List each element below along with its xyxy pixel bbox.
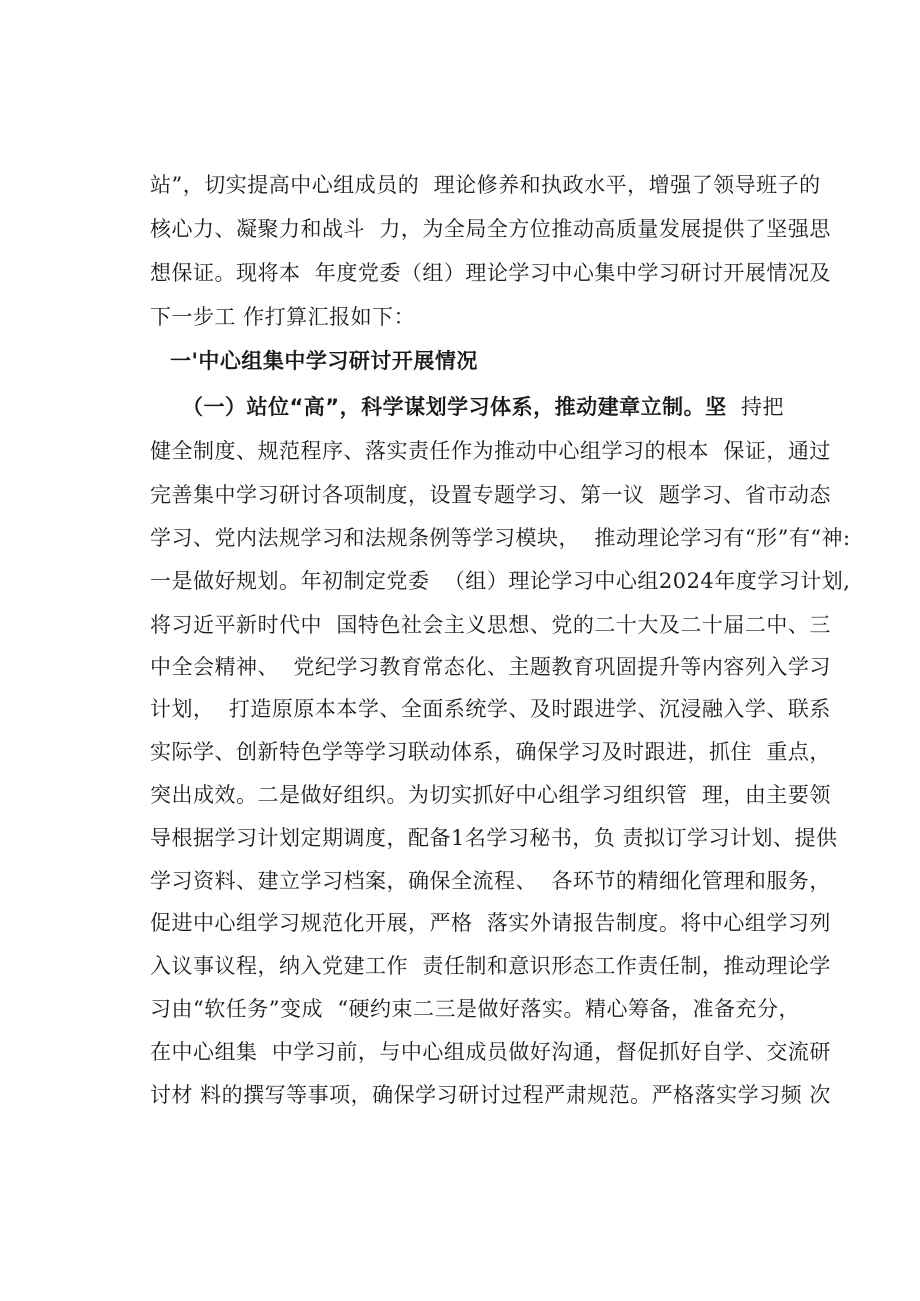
paragraph-line: 核心力、凝聚力和战斗 力，为全局全方位推动高质量发展提供了坚强思 [150, 217, 831, 241]
paragraph-line: 一是做好规划。年初制定党委 （组）理论学习中心组2024年度学习计划, [150, 569, 851, 593]
paragraph-line: 完善集中学习研讨各项制度，设置专题学习、第一议 题学习、省市动态 [150, 483, 831, 507]
paragraph-line: 讨材 料的撰写等事项，确保学习研讨过程严肃规范。严格落实学习频 次 [150, 1083, 831, 1107]
paragraph-line: 想保证。现将本 年度党委（组）理论学习中心集中学习研讨开展情况及 [150, 261, 831, 285]
paragraph-line: 导根据学习计划定期调度，配备1名学习秘书，负 责拟订学习计划、提供 [150, 826, 838, 850]
paragraph-line: 将习近平新时代中 国特色社会主义思想、党的二十大及二十届二中、三 [150, 613, 831, 637]
paragraph-line: 计划， 打造原原本本学、全面系统学、及时跟进学、沉浸融入学、联系 [150, 697, 831, 721]
paragraph-line: 健全制度、规范程序、落实责任作为推动中心组学习的根本 保证，通过 [150, 439, 831, 463]
paragraph-line: 学习、党内法规学习和法规条例等学习模块， 推动理论学习有“形”有“神: [150, 526, 851, 550]
paragraph-line: 实际学、创新特色学等学习联动体系，确保学习及时跟进，抓住 重点， [150, 740, 831, 764]
paragraph-line: 在中心组集 中学习前，与中心组成员做好沟通，督促抓好自学、交流研 [150, 1040, 831, 1064]
paragraph-line: 促进中心组学习规范化开展，严格 落实外请报告制度。将中心组学习列 [150, 911, 831, 935]
paragraph-line: 学习资料、建立学习档案，确保全流程、 各环节的精细化管理和服务， [150, 869, 831, 893]
section-heading: 一'中心组集中学习研讨开展情况 [170, 349, 478, 373]
subsection-heading-rest: 持把 [726, 395, 784, 419]
paragraph-line: 下一步工 作打算汇报如下： [150, 305, 416, 329]
subsection-heading-line [182, 392, 862, 422]
paragraph-line: 突出成效。二是做好组织。为切实抓好中心组学习组织管 理，由主要领 [150, 783, 831, 807]
paragraph-line: 中全会精神、 党纪学习教育常态化、主题教育巩固提升等内容列入学习 [150, 655, 831, 679]
paragraph-line: 站”，切实提高中心组成员的 理论修养和执政水平，增强了领导班子的 [150, 173, 821, 197]
subsection-heading-bold: （一）站位“高”，科学谋划学习体系，推动建章立制。坚 [182, 395, 727, 419]
paragraph-line: 入议事议程，纳入党建工作 责任制和意识形态工作责任制，推动理论学 [150, 954, 831, 978]
paragraph-line: 习由“软任务”变成 “硬约束二三是做好落实。精心筹备，准备充分， [150, 997, 801, 1021]
